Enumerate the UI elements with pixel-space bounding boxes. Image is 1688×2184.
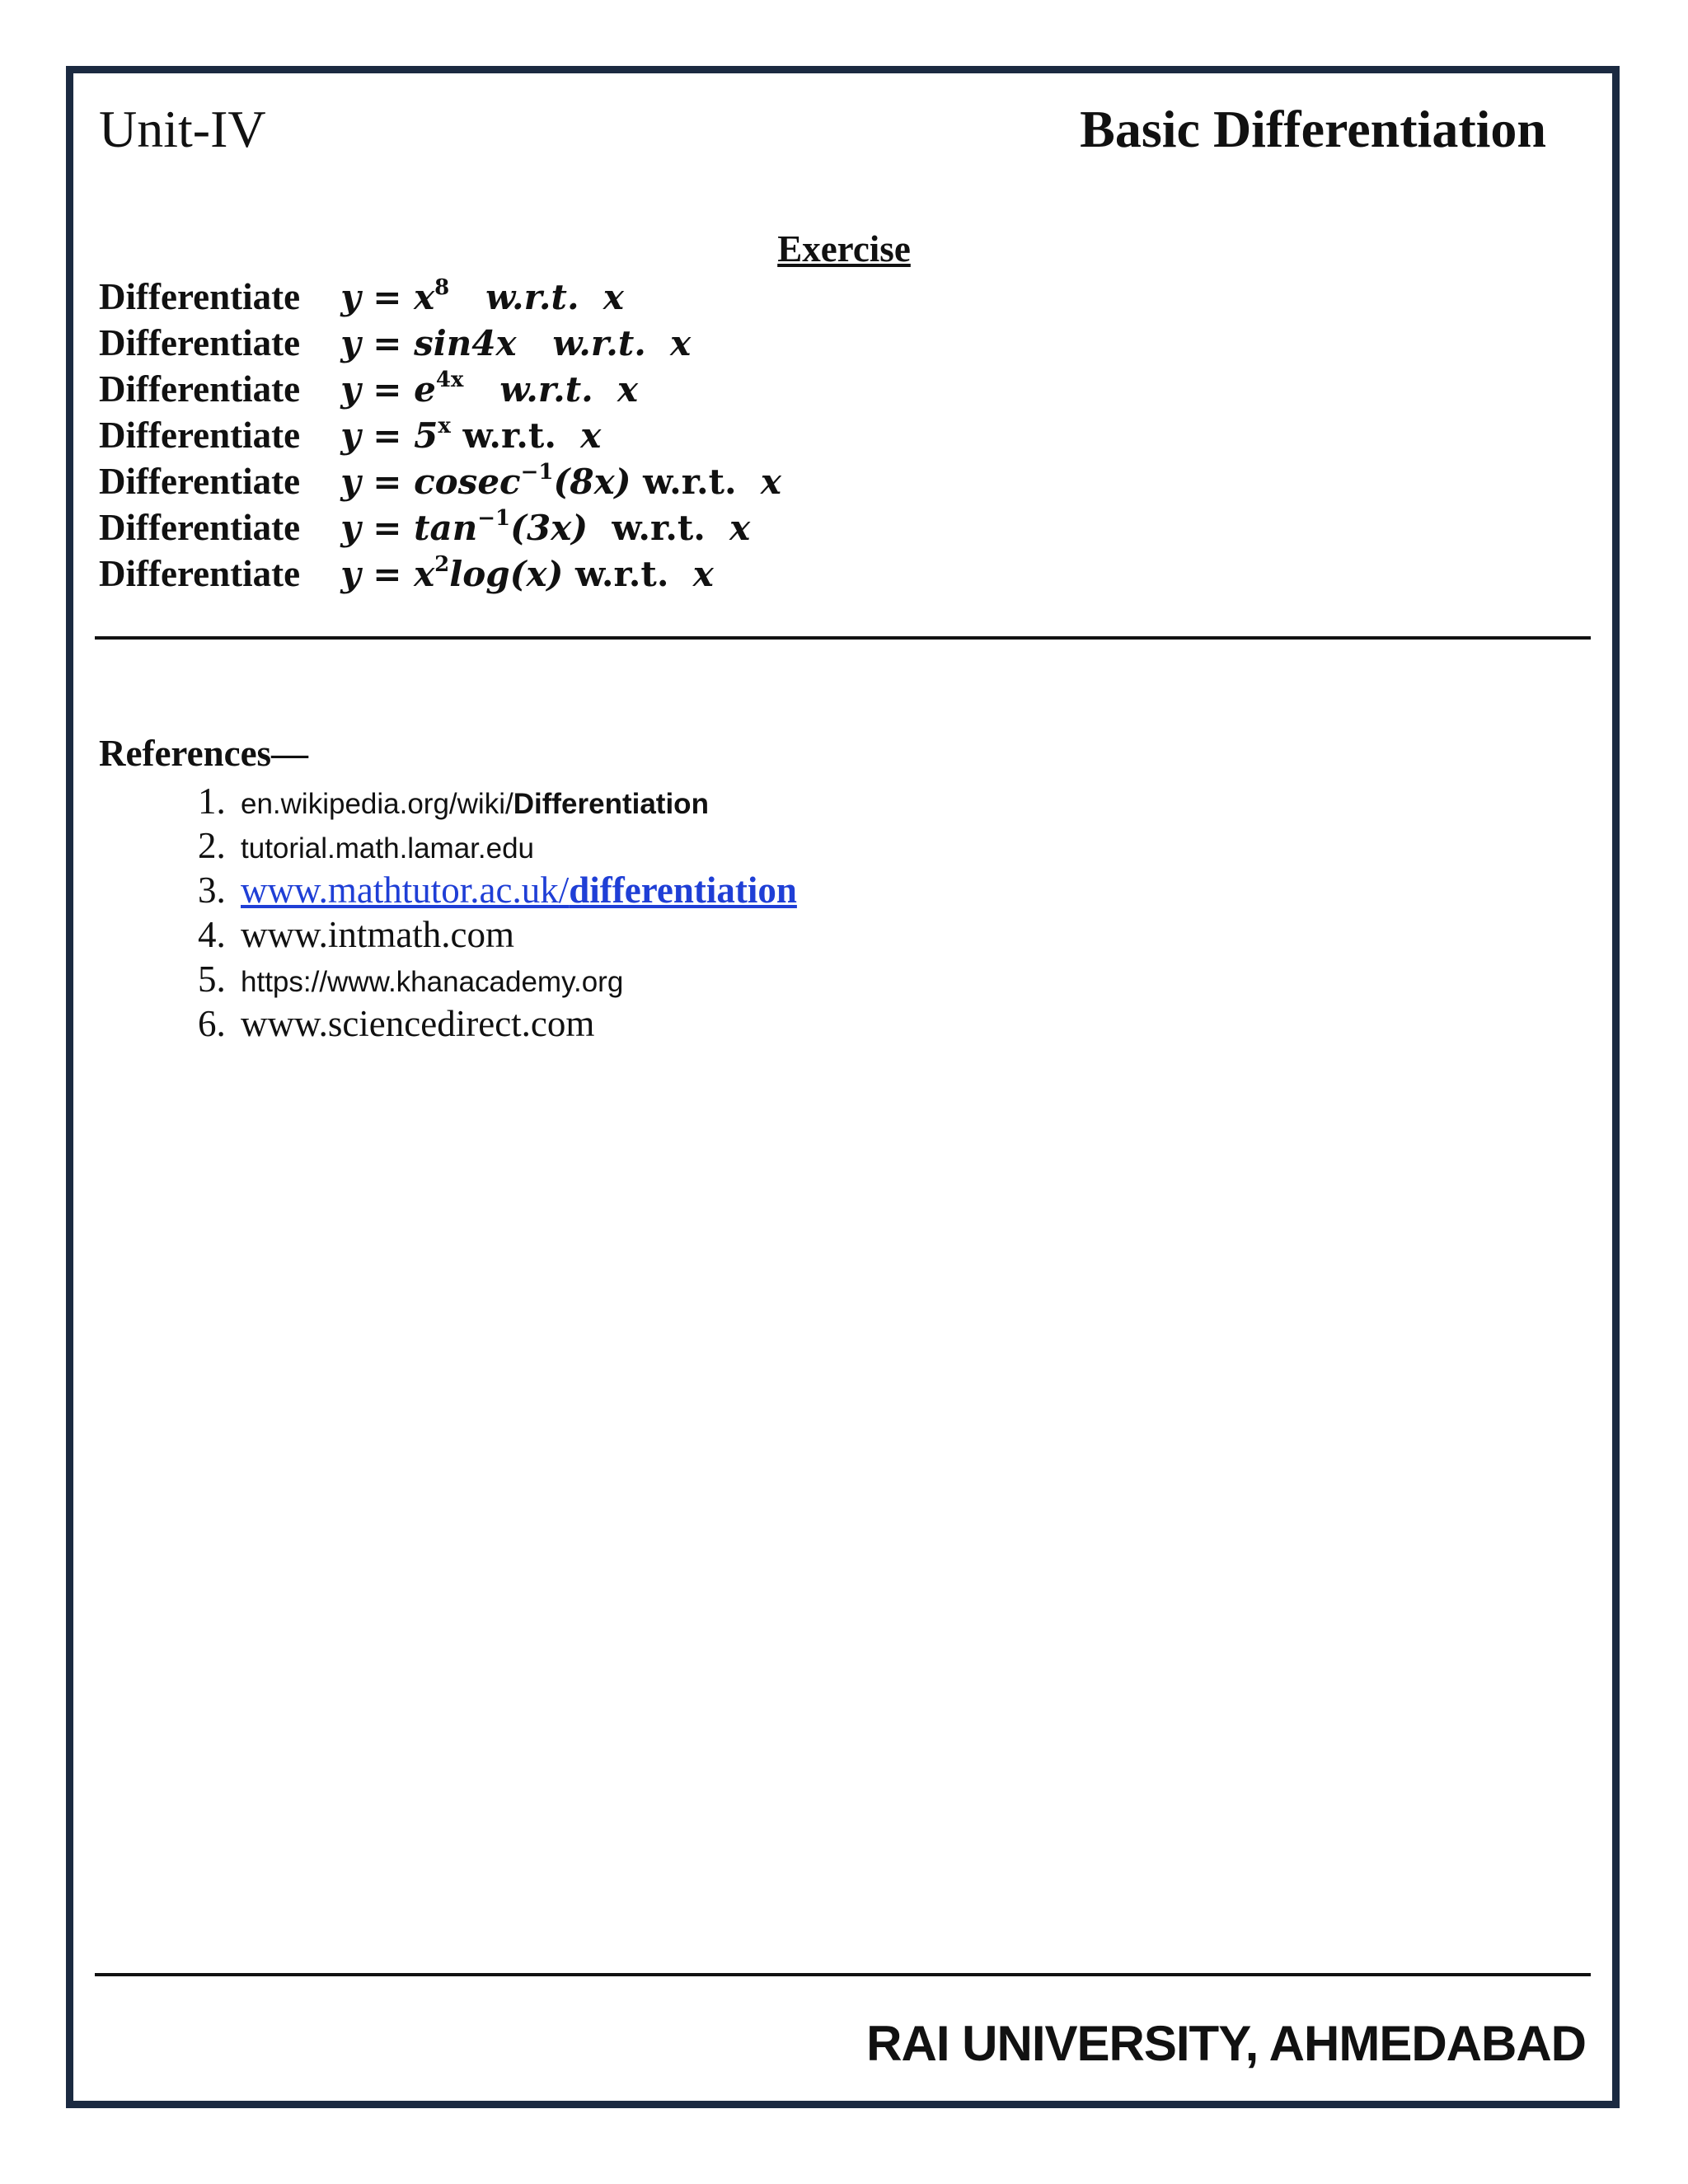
expr-var: x bbox=[692, 554, 714, 594]
exercise-list bbox=[99, 274, 781, 597]
expr-base: y = cosec bbox=[340, 462, 521, 502]
reference-number: 5. bbox=[198, 958, 226, 1000]
reference-text: www.intmath.com bbox=[241, 914, 515, 955]
reference-item-2 bbox=[198, 823, 797, 868]
expr-wrt: w.r.t. bbox=[462, 415, 556, 456]
expr-sup: 8 bbox=[434, 275, 450, 300]
reference-number: 2. bbox=[198, 825, 226, 866]
expr-post: log(x) bbox=[449, 554, 564, 594]
expr-post: (8x) bbox=[553, 462, 631, 502]
reference-url: en.wikipedia.org/wiki/ bbox=[241, 788, 513, 820]
references-list bbox=[198, 779, 797, 1046]
exercise-label: Differentiate bbox=[99, 553, 301, 594]
expr-wrt: w.r.t. bbox=[574, 554, 669, 594]
expr-sup: x bbox=[438, 414, 451, 438]
reference-item-4 bbox=[198, 912, 797, 957]
expr-base: y = x bbox=[340, 277, 435, 317]
reference-url-bold: Differentiation bbox=[513, 788, 709, 820]
page-title: Basic Differentiation bbox=[1080, 100, 1546, 158]
expr-sup: 4x bbox=[435, 368, 464, 392]
reference-item-3[interactable] bbox=[198, 868, 797, 912]
reference-text: www.sciencedirect.com bbox=[241, 1003, 595, 1044]
expr-wrt: w.r.t. bbox=[643, 462, 737, 502]
reference-text: tutorial.math.lamar.edu bbox=[241, 832, 535, 865]
expr-wrt: w.r.t. bbox=[552, 323, 646, 363]
exercise-item-5 bbox=[99, 458, 781, 504]
expr-sup: 2 bbox=[434, 552, 450, 577]
reference-item-5 bbox=[198, 957, 797, 1001]
exercise-heading: Exercise bbox=[777, 228, 911, 269]
expr-var: x bbox=[580, 415, 602, 456]
references-heading: References— bbox=[99, 733, 309, 774]
reference-link[interactable] bbox=[241, 869, 797, 911]
expr-wrt: w.r.t. bbox=[499, 369, 593, 410]
exercise-expression bbox=[340, 323, 691, 363]
expr-base: y = sin4x bbox=[340, 323, 517, 363]
exercise-label: Differentiate bbox=[99, 507, 301, 548]
exercise-expression bbox=[340, 415, 601, 456]
exercise-label: Differentiate bbox=[99, 368, 301, 410]
exercise-expression bbox=[340, 508, 750, 548]
expr-post: (3x) bbox=[510, 508, 588, 548]
reference-url: www.mathtutor.ac.uk/ bbox=[241, 869, 570, 911]
exercise-item-3 bbox=[99, 366, 781, 412]
expr-wrt: w.r.t. bbox=[485, 277, 579, 317]
exercise-item-4 bbox=[99, 412, 781, 458]
reference-item-1 bbox=[198, 779, 797, 823]
divider-bottom bbox=[95, 1973, 1591, 1976]
expr-base: y = x bbox=[340, 554, 435, 594]
exercise-item-1 bbox=[99, 274, 781, 320]
exercise-expression bbox=[340, 462, 781, 502]
expr-wrt: w.r.t. bbox=[612, 508, 706, 548]
expr-var: x bbox=[670, 323, 692, 363]
expr-base: y = e bbox=[340, 369, 436, 410]
exercise-label: Differentiate bbox=[99, 415, 301, 456]
reference-number: 4. bbox=[198, 914, 226, 955]
exercise-label: Differentiate bbox=[99, 276, 301, 317]
reference-number: 1. bbox=[198, 780, 226, 822]
reference-text bbox=[241, 788, 709, 820]
exercise-expression bbox=[340, 554, 714, 594]
exercise-item-6 bbox=[99, 504, 781, 551]
footer-institution: RAI UNIVERSITY, AHMEDABAD bbox=[866, 2016, 1586, 2071]
expr-base: y = 5 bbox=[340, 415, 438, 456]
exercise-expression bbox=[340, 369, 638, 410]
expr-sup: −1 bbox=[477, 506, 511, 531]
reference-number: 3. bbox=[198, 869, 226, 911]
expr-sup: −1 bbox=[520, 460, 554, 485]
unit-label: Unit-IV bbox=[99, 100, 266, 158]
exercise-item-7 bbox=[99, 551, 781, 597]
reference-item-6 bbox=[198, 1001, 797, 1046]
expr-base: y = tan bbox=[340, 508, 478, 548]
expr-var: x bbox=[603, 277, 624, 317]
divider-top bbox=[95, 636, 1591, 640]
expr-var: x bbox=[617, 369, 639, 410]
expr-var: x bbox=[760, 462, 781, 502]
exercise-expression bbox=[340, 277, 624, 317]
reference-url-bold: differentiation bbox=[569, 869, 797, 911]
exercise-label: Differentiate bbox=[99, 461, 301, 502]
reference-text: https://www.khanacademy.org bbox=[241, 966, 624, 998]
expr-var: x bbox=[729, 508, 751, 548]
reference-number: 6. bbox=[198, 1003, 226, 1044]
exercise-item-2 bbox=[99, 320, 781, 366]
exercise-label: Differentiate bbox=[99, 322, 301, 363]
